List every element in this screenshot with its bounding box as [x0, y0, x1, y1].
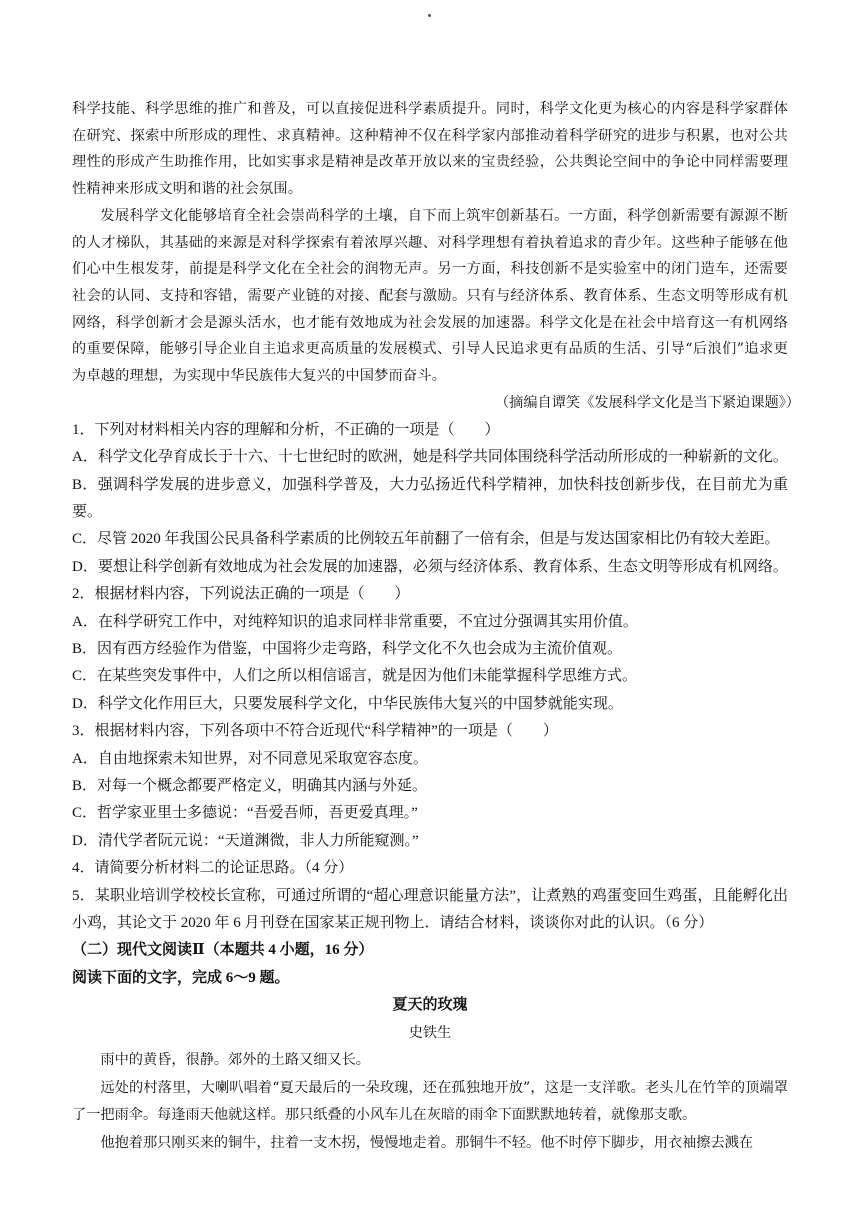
question-3-option-c: C．哲学家亚里士多德说：“吾爱吾师，吾更爱真理。”	[72, 805, 418, 822]
question-3-option-d: D．清代学者阮元说：“天道渊微，非人力所能窥测。”	[72, 832, 419, 849]
question-5: 5．某职业培训学校校长宣称，可通过所谓的“超心理意识能量方法”，让煮熟的鸡蛋变回生鸡蛋，且能孵化出小鸡，其论文于 2020 年 6 月刊登在国家某正规刊物上．请结合材料，谈谈你对此的认识。（6 分）	[72, 887, 788, 932]
header-dot	[428, 14, 431, 17]
story-title: 夏天的玫瑰	[392, 997, 468, 1014]
story-paragraph-1: 雨中的黄昏，很静。郊外的土路又细又长。	[100, 1052, 370, 1069]
question-3-option-a: A．自由地探索未知世界，对不同意见采取宽容态度。	[72, 750, 428, 767]
material-paragraph-2: 发展科学文化能够培育全社会崇尚科学的土壤，自下而上筑牢创新基石。一方面，科学创新需要有源源不断的人才梯队，其基础的来源是对科学探索有着浓厚兴趣、对科学理想有着执着追求的青少年。这些种子能够在他们心中生根发芽，前提是科学文化在全社会的润物无声。另一方面，科技创新不是实验室中的闭门造车，还需要社会的认同、支持和容错，需要产业链的对接、配套与激励。只有与经济体系、教育体系、生态文明等形成有机网络，科学创新才会是源头活水，也才能有效地成为社会发展的加速器。科学文化是在社会中培育这一有机网络的重要保障，能够引导企业自主追求更高质量的发展模式、引导人民追求更有品质的生活、引导“后浪们”追求更为卓越的理想，为实现中华民族伟大复兴的中国梦而奋斗。	[72, 207, 788, 385]
question-3: 3．根据材料内容，下列各项中不符合近现代“科学精神”的一项是（ ）	[72, 723, 558, 740]
question-2-option-b: B．因有西方经验作为借鉴，中国将少走弯路，科学文化不久也会成为主流价值观。	[72, 640, 623, 657]
question-2-option-d: D．科学文化作用巨大，只要发展科学文化，中华民族伟大复兴的中国梦就能实现。	[72, 695, 623, 712]
question-4: 4．请简要分析材料二的论证思路。（4 分）	[72, 860, 354, 877]
question-2-option-a: A．在科学研究工作中，对纯粹知识的追求同样非常重要，不宜过分强调其实用价值。	[72, 613, 638, 630]
question-1-option-d: D．要想让科学创新有效地成为社会发展的加速器，必须与经济体系、教育体系、生态文明等形成有机网络。	[72, 558, 788, 575]
story-author: 史铁生	[408, 1024, 452, 1041]
question-1: 1．下列对材料相关内容的理解和分析，不正确的一项是（ ）	[72, 421, 500, 438]
question-2-option-c: C．在某些突发事件中，人们之所以相信谣言，就是因为他们未能掌握科学思维方式。	[72, 668, 638, 685]
section-heading: （二）现代文阅读Ⅱ（本题共 4 小题，16 分）	[72, 942, 374, 959]
story-paragraph-2: 远处的村落里，大喇叭唱着“夏天最后的一朵玫瑰，还在孤独地开放”，这是一支洋歌。老头儿在竹竿的顶端罩了一把雨伞。每逢雨天他就这样。那只纸叠的小风车儿在灰暗的雨伞下面默默地转着，就像那支歌。	[72, 1079, 788, 1124]
story-text	[72, 1020, 788, 1158]
material-text	[72, 96, 788, 390]
question-2: 2．根据材料内容，下列说法正确的一项是（ ）	[72, 586, 410, 603]
question-3-option-b: B．对每一个概念都要严格定义，明确其内涵与外延。	[72, 778, 428, 795]
question-1-option-a: A．科学文化孕育成长于十六、十七世纪时的欧洲，她是科学共同体围绕科学活动所形成的一种崭新的文化。	[72, 449, 788, 466]
question-1-option-c: C．尽管 2020 年我国公民具备科学素质的比例较五年前翻了一倍有余，但是与发达国家相比仍有较大差距。	[72, 531, 780, 548]
material-paragraph-1: 科学技能、科学思维的推广和普及，可以直接促进科学素质提升。同时，科学文化更为核心的内容是科学家群体在研究、探索中所形成的理性、求真精神。这种精神不仅在科学家内部推动着科学研究的进步与积累，也对公共理性的形成产生助推作用，比如实事求是精神是改革开放以来的宝贵经验，公共舆论空间中的争论中同样需要理性精神来形成文明和谐的社会氛围。	[72, 101, 788, 198]
story-paragraph-3: 他抱着那只刚买来的铜牛，拄着一支木拐，慢慢地走着。那铜牛不轻。他不时停下脚步，用衣袖擦去溅在	[100, 1135, 754, 1152]
question-1-option-b: B．强调科学发展的进步意义，加强科学普及，大力弘扬近代科学精神，加快科技创新步伐，在目前尤为重要。	[72, 476, 788, 520]
material-source: （摘编自谭笑《发展科学文化是当下紧迫课题》）	[494, 394, 800, 411]
document-content	[72, 96, 800, 1158]
section-instruction: 阅读下面的文字，完成 6～9 题。	[72, 969, 290, 986]
questions	[72, 417, 788, 1020]
